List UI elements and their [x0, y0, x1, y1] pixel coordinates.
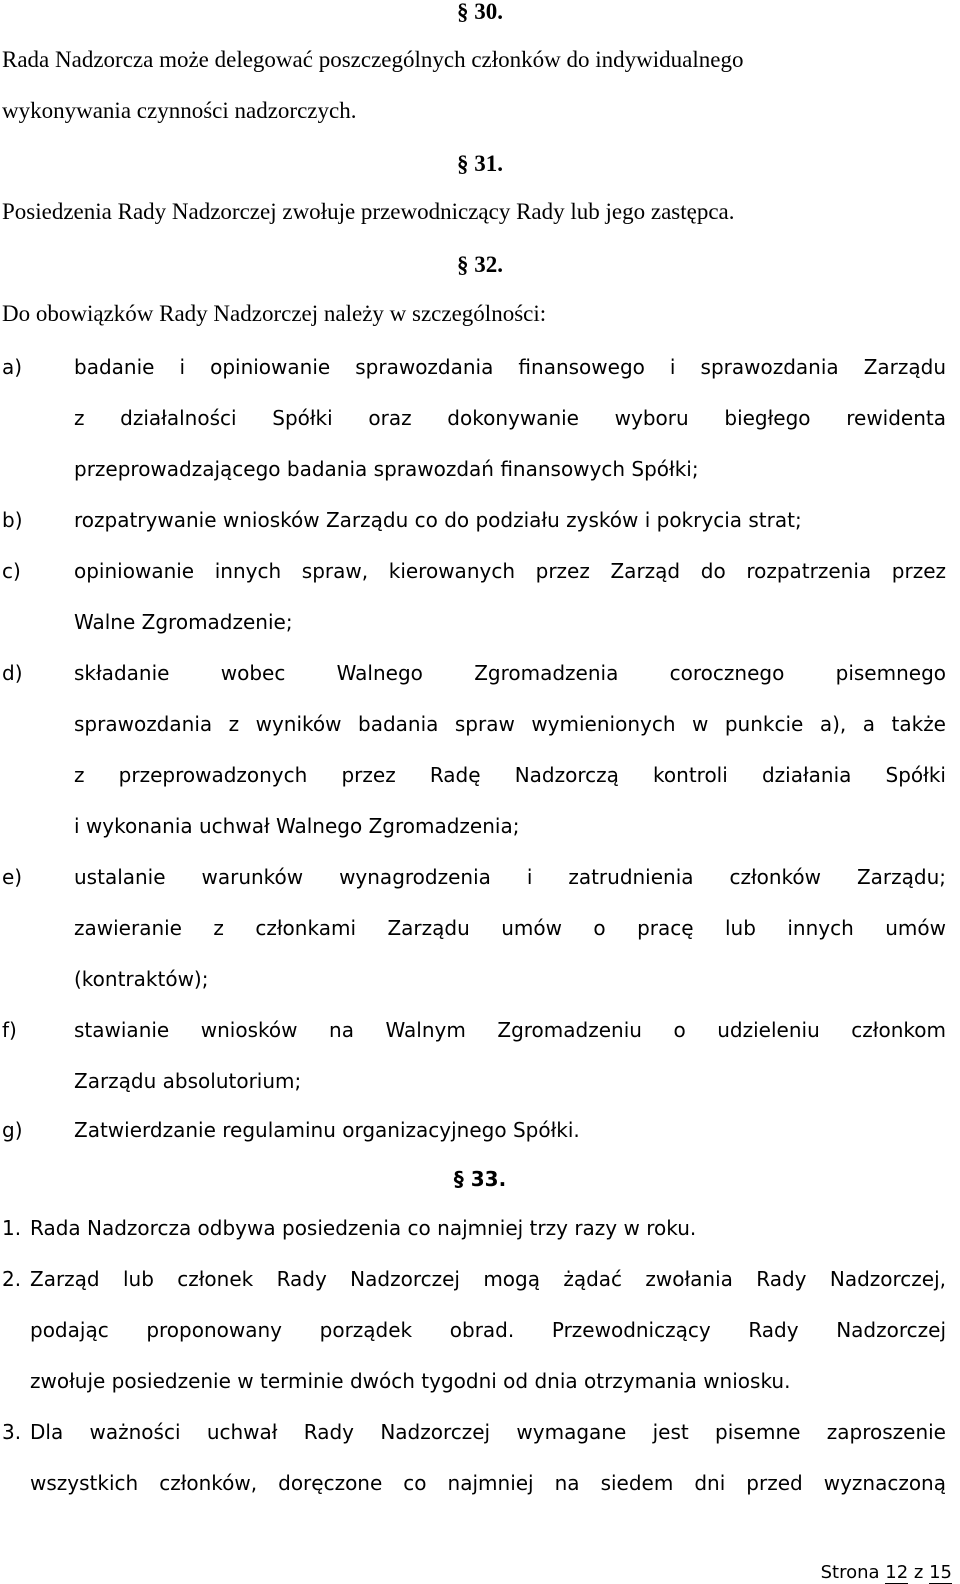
list-marker: g) — [2, 1118, 23, 1142]
list-item-line: Zatwierdzanie regulaminu organizacyjnego Spółki. — [74, 1118, 580, 1142]
list-marker: f) — [2, 1018, 17, 1042]
list-item-line: Dla ważności uchwał Rady Nadzorczej wymagane jest pisemne zaproszenie — [30, 1420, 946, 1444]
list-item-line: Zarządu absolutorium; — [74, 1069, 302, 1093]
page-footer — [821, 1562, 952, 1583]
list-item-line: sprawozdania z wyników badania spraw wymienionych w punkcie a), a także — [74, 712, 946, 736]
list-marker: 1. — [2, 1216, 22, 1240]
list-item-line: i wykonania uchwał Walnego Zgromadzenia; — [74, 814, 520, 838]
list-item-line: przeprowadzającego badania sprawozdań finansowych Spółki; — [74, 457, 699, 481]
paragraph-line: Posiedzenia Rady Nadzorczej zwołuje przewodniczący Rady lub jego zastępca. — [2, 199, 735, 224]
footer-prefix: Strona — [820, 1562, 886, 1583]
list-item-line: zawieranie z członkami Zarządu umów o pracę lub innych umów — [74, 916, 946, 940]
list-item-line: wszystkich członków, doręczone co najmniej na siedem dni przed wyznaczoną — [30, 1471, 946, 1495]
paragraph-line: wykonywania czynności nadzorczych. — [2, 98, 357, 123]
list-item-line: rozpatrywanie wniosków Zarządu co do podziału zysków i pokrycia strat; — [74, 508, 802, 532]
list-item-line: Zarząd lub członek Rady Nadzorczej mogą żądać zwołania Rady Nadzorczej, — [30, 1267, 946, 1291]
list-item-line: badanie i opiniowanie sprawozdania finansowego i sprawozdania Zarządu — [74, 355, 946, 379]
paragraph-line: Rada Nadzorcza może delegować poszczególnych członków do indywidualnego — [2, 47, 744, 72]
list-item-line: Walne Zgromadzenie; — [74, 610, 293, 634]
footer-middle: z — [908, 1562, 930, 1583]
list-item-line: Rada Nadzorcza odbywa posiedzenia co najmniej trzy razy w roku. — [30, 1216, 697, 1240]
list-marker: c) — [2, 559, 21, 583]
section-heading-33: § 33. — [453, 1167, 507, 1191]
paragraph-intro: Do obowiązków Rady Nadzorczej należy w szczególności: — [2, 301, 547, 326]
list-marker: a) — [2, 355, 23, 379]
list-item-line: (kontraktów); — [74, 967, 209, 991]
list-item-line: z przeprowadzonych przez Radę Nadzorczą kontroli działania Spółki — [74, 763, 946, 787]
list-item-line: składanie wobec Walnego Zgromadzenia corocznego pisemnego — [74, 661, 946, 685]
list-marker: b) — [2, 508, 23, 532]
list-item-line: opiniowanie innych spraw, kierowanych przez Zarząd do rozpatrzenia przez — [74, 559, 946, 583]
list-marker: e) — [2, 865, 23, 889]
section-heading-31: § 31. — [457, 151, 503, 176]
list-marker: d) — [2, 661, 23, 685]
list-item-line: z działalności Spółki oraz dokonywanie wyboru biegłego rewidenta — [74, 406, 946, 430]
footer-page-number: 12 — [885, 1562, 909, 1583]
list-item-line: stawianie wniosków na Walnym Zgromadzeniu o udzieleniu członkom — [74, 1018, 946, 1042]
list-item-line: zwołuje posiedzenie w terminie dwóch tygodni od dnia otrzymania wniosku. — [30, 1369, 791, 1393]
section-heading-32: § 32. — [457, 252, 503, 277]
list-marker: 2. — [2, 1267, 22, 1291]
section-heading-30: § 30. — [457, 0, 503, 24]
footer-page-total: 15 — [929, 1562, 952, 1583]
list-item-line: podając proponowany porządek obrad. Przewodniczący Rady Nadzorczej — [30, 1318, 946, 1342]
list-item-line: ustalanie warunków wynagrodzenia i zatrudnienia członków Zarządu; — [74, 865, 946, 889]
list-marker: 3. — [2, 1420, 22, 1444]
